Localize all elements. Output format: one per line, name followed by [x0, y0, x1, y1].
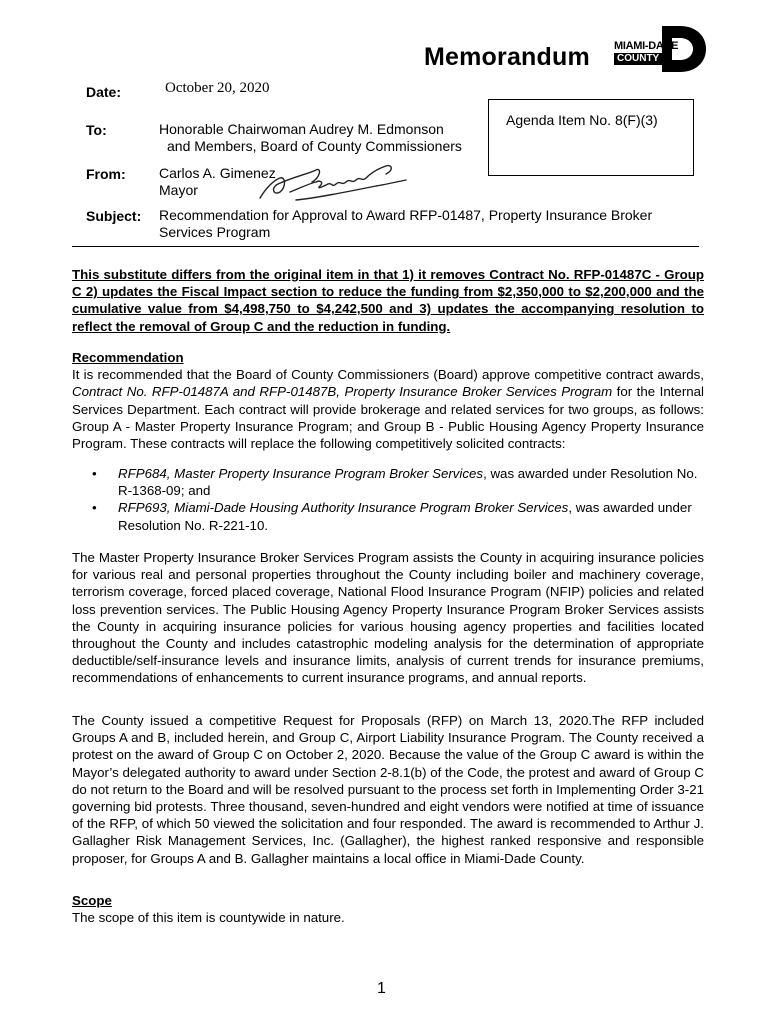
from-name: Carlos A. Gimenez — [159, 165, 276, 181]
date-label: Date: — [86, 84, 122, 100]
scope-section — [72, 892, 704, 926]
subject-line2: Services Program — [159, 224, 271, 240]
agenda-item-box — [488, 99, 694, 176]
handwritten-signature — [256, 158, 426, 210]
to-recipient-line2: and Members, Board of County Commissioners — [167, 138, 462, 154]
list-item — [90, 499, 704, 533]
bullet-icon: • — [92, 500, 97, 516]
recommendation-heading: Recommendation — [72, 350, 184, 365]
contract-name: RFP684, Master Property Insurance Program Broker Services — [118, 466, 484, 481]
recommendation-contract-names: Contract No. RFP-01487A and RFP-01487B, Property Insurance Broker Services Program — [72, 384, 613, 400]
from-title: Mayor — [159, 182, 198, 198]
scope-text: The scope of this item is countywide in nature. — [72, 910, 345, 926]
recommendation-text-part1: It is recommended that the Board of County Commissioners (Board) approve competitive contract awards, — [72, 367, 704, 383]
list-item — [90, 465, 704, 499]
program-description-paragraph: The Master Property Insurance Broker Services Program assists the County in acquiring insurance policies for various real and personal properties throughout the County including boiler and machinery coverage, terrorism coverage, forced placed coverage, National Flood Insurance Program (NFIP) policies and related loss prevention services. The Public Housing Agency Property Insurance Program Broker Services assists the County in acquiring insurance policies for various housing agency properties and facilities located throughout the County and includes catastrophic modeling analysis for the determination of appropriate deductible/self-insurance levels and insurance limits, analysis of current trends for insurance premiums, recommendations of enhancements to current insurance programs, and annual reports. — [72, 550, 704, 686]
contract-detail: , was awarded under Resolution No. R-1368-09; and — [118, 466, 698, 499]
recommendation-text — [72, 366, 704, 452]
date-value: October 20, 2020 — [165, 80, 270, 96]
from-label: From: — [86, 166, 126, 182]
logo-text-county: COUNTY — [614, 53, 662, 65]
substitute-note: This substitute differs from the original item in that 1) it removes Contract No. RFP-01487C - Group C 2) updates the Fiscal Impact section to reduce the funding from $2,350,000 to $2,200,000 and the cumulative value from $4,498,750 to $4,242,500 and 3) updates the accompanying resolution to reflect the removal of Group C and the reduction in funding. — [72, 267, 704, 334]
subject-label: Subject: — [86, 208, 142, 224]
rfp-process-paragraph: The County issued a competitive Request for Proposals (RFP) on March 13, 2020.The RFP included Groups A and B, included herein, and Group C, Airport Liability Insurance Program. The County received a protest on the award of Group C on October 2, 2020. Because the value of the Group C award is within the Mayor’s delegated authority to award under Section 2-8.1(b) of the Code, the protest and award of Group C do not return to the Board and will be resolved pursuant to the process set forth in Implementing Order 3-21 governing bid protests. Three thousand, seven-hundred and eight vendors were notified at time of issuance of the RFP, of which 50 viewed the solicitation and four responded. The award is recommended to Arthur J. Gallagher Risk Management Services, Inc. (Gallagher), the highest ranked responsive and responsible proposer, for Groups A and B. Gallagher maintains a local office in Miami-Dade County. — [72, 713, 704, 866]
contract-name: RFP693, Miami-Dade Housing Authority Insurance Program Broker Services — [118, 500, 569, 516]
recommendation-text-part2: for the Internal Services Department. Each contract will provide brokerage and related services for two groups, as follows: Group A - Master Property Insurance Program; and Group B - Public Housing Agency Property Insurance Program. These contracts will replace the following competitively solicited contracts: — [72, 384, 704, 452]
contract-detail: , was awarded under Resolution No. R-221-10. — [118, 500, 692, 533]
agenda-item-number: Agenda Item No. 8(F)(3) — [506, 112, 658, 128]
subject-line1: Recommendation for Approval to Award RFP-01487, Property Insurance Broker — [159, 207, 653, 223]
to-recipient-line1: Honorable Chairwoman Audrey M. Edmonson — [159, 121, 444, 137]
miami-dade-county-logo — [614, 26, 706, 72]
page-number: 1 — [377, 980, 386, 997]
to-label: To: — [86, 122, 107, 138]
memorandum-title: Memorandum — [424, 43, 590, 71]
scope-heading: Scope — [72, 893, 112, 908]
logo-text-miami-dade: MIAMI-DADE — [614, 40, 679, 52]
recommendation-section — [72, 349, 704, 452]
replaced-contracts-list — [90, 465, 704, 534]
header-divider — [72, 246, 699, 247]
bullet-icon: • — [92, 466, 97, 481]
